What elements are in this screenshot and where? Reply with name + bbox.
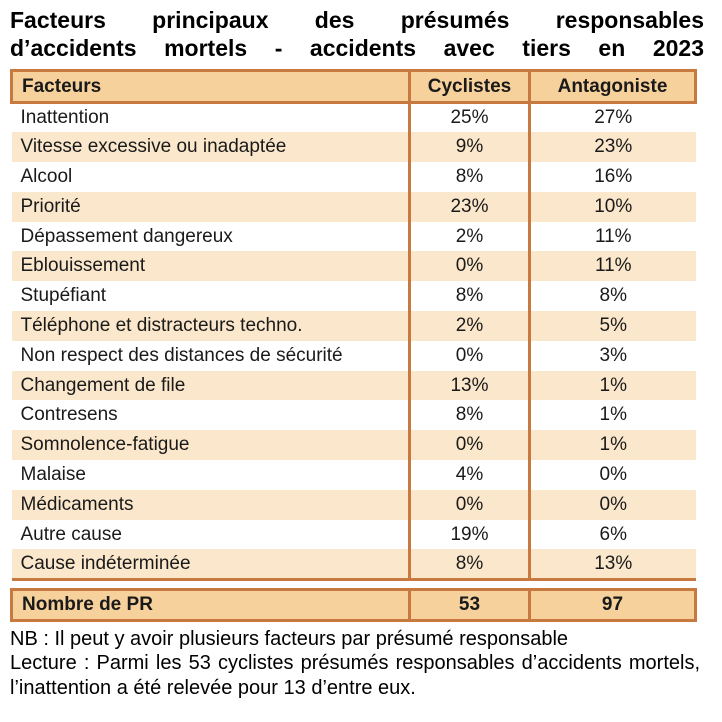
cyclistes-value: 8% xyxy=(410,400,530,430)
notes xyxy=(10,627,700,701)
table-row xyxy=(12,251,696,281)
table-row xyxy=(12,549,696,579)
table-row xyxy=(12,341,696,371)
totals-cyclistes-value: 53 xyxy=(410,589,530,620)
factor-label: Non respect des distances de sécurité xyxy=(12,341,410,371)
factor-label: Vitesse excessive ou inadaptée xyxy=(12,132,410,162)
totals-table xyxy=(10,588,697,622)
antagoniste-value: 11% xyxy=(530,251,696,281)
antagoniste-value: 8% xyxy=(530,281,696,311)
table-row xyxy=(12,132,696,162)
table-row xyxy=(12,103,696,133)
cyclistes-value: 13% xyxy=(410,371,530,401)
cyclistes-value: 8% xyxy=(410,281,530,311)
table-body xyxy=(12,103,696,580)
cyclistes-value: 23% xyxy=(410,192,530,222)
cyclistes-value: 8% xyxy=(410,549,530,579)
totals-label: Nombre de PR xyxy=(12,589,410,620)
antagoniste-value: 16% xyxy=(530,162,696,192)
header-row xyxy=(12,71,696,103)
column-header-antagoniste: Antagoniste xyxy=(530,71,696,103)
table-row xyxy=(12,162,696,192)
totals-row xyxy=(12,589,696,620)
table-row xyxy=(12,520,696,550)
table-row xyxy=(12,311,696,341)
factor-label: Priorité xyxy=(12,192,410,222)
factor-label: Contresens xyxy=(12,400,410,430)
factor-label: Alcool xyxy=(12,162,410,192)
totals-antagoniste-value: 97 xyxy=(530,589,696,620)
factor-label: Cause indéterminée xyxy=(12,549,410,579)
antagoniste-value: 10% xyxy=(530,192,696,222)
factor-label: Inattention xyxy=(12,103,410,133)
cyclistes-value: 0% xyxy=(410,251,530,281)
cyclistes-value: 2% xyxy=(410,311,530,341)
cyclistes-value: 9% xyxy=(410,132,530,162)
title-line-1: Facteurs principaux des présumés responsables xyxy=(10,7,704,33)
antagoniste-value: 13% xyxy=(530,549,696,579)
factor-label: Dépassement dangereux xyxy=(12,222,410,252)
factor-label: Changement de file xyxy=(12,371,410,401)
antagoniste-value: 6% xyxy=(530,520,696,550)
antagoniste-value: 23% xyxy=(530,132,696,162)
cyclistes-value: 8% xyxy=(410,162,530,192)
cyclistes-value: 0% xyxy=(410,430,530,460)
antagoniste-value: 1% xyxy=(530,371,696,401)
antagoniste-value: 0% xyxy=(530,460,696,490)
factor-label: Médicaments xyxy=(12,490,410,520)
note-lecture: Lecture : Parmi les 53 cyclistes présumés responsables d’accidents mortels, l’inattention a été relevée pour 13 d’entre eux. xyxy=(10,652,700,699)
factor-label: Autre cause xyxy=(12,520,410,550)
column-header-cyclistes: Cyclistes xyxy=(410,71,530,103)
cyclistes-value: 19% xyxy=(410,520,530,550)
note-nb: NB : Il peut y avoir plusieurs facteurs par présumé responsable xyxy=(10,627,569,650)
cyclistes-value: 0% xyxy=(410,341,530,371)
table-row xyxy=(12,490,696,520)
table-row xyxy=(12,192,696,222)
factor-label: Eblouissement xyxy=(12,251,410,281)
antagoniste-value: 1% xyxy=(530,430,696,460)
factor-label: Somnolence-fatigue xyxy=(12,430,410,460)
table-row xyxy=(12,460,696,490)
column-header-facteurs: Facteurs xyxy=(12,71,410,103)
antagoniste-value: 27% xyxy=(530,103,696,133)
cyclistes-value: 4% xyxy=(410,460,530,490)
antagoniste-value: 5% xyxy=(530,311,696,341)
title-line-2: d’accidents mortels - accidents avec tiers en 2023 xyxy=(10,35,704,61)
factors-table xyxy=(10,69,697,581)
cyclistes-value: 25% xyxy=(410,103,530,133)
table-row xyxy=(12,222,696,252)
cyclistes-value: 2% xyxy=(410,222,530,252)
table-row xyxy=(12,400,696,430)
table-row xyxy=(12,430,696,460)
factor-label: Téléphone et distracteurs techno. xyxy=(12,311,410,341)
antagoniste-value: 1% xyxy=(530,400,696,430)
factor-label: Stupéfiant xyxy=(12,281,410,311)
factor-label: Malaise xyxy=(12,460,410,490)
antagoniste-value: 3% xyxy=(530,341,696,371)
cyclistes-value: 0% xyxy=(410,490,530,520)
table-row xyxy=(12,281,696,311)
table-row xyxy=(12,371,696,401)
page-title xyxy=(10,6,704,62)
antagoniste-value: 11% xyxy=(530,222,696,252)
antagoniste-value: 0% xyxy=(530,490,696,520)
